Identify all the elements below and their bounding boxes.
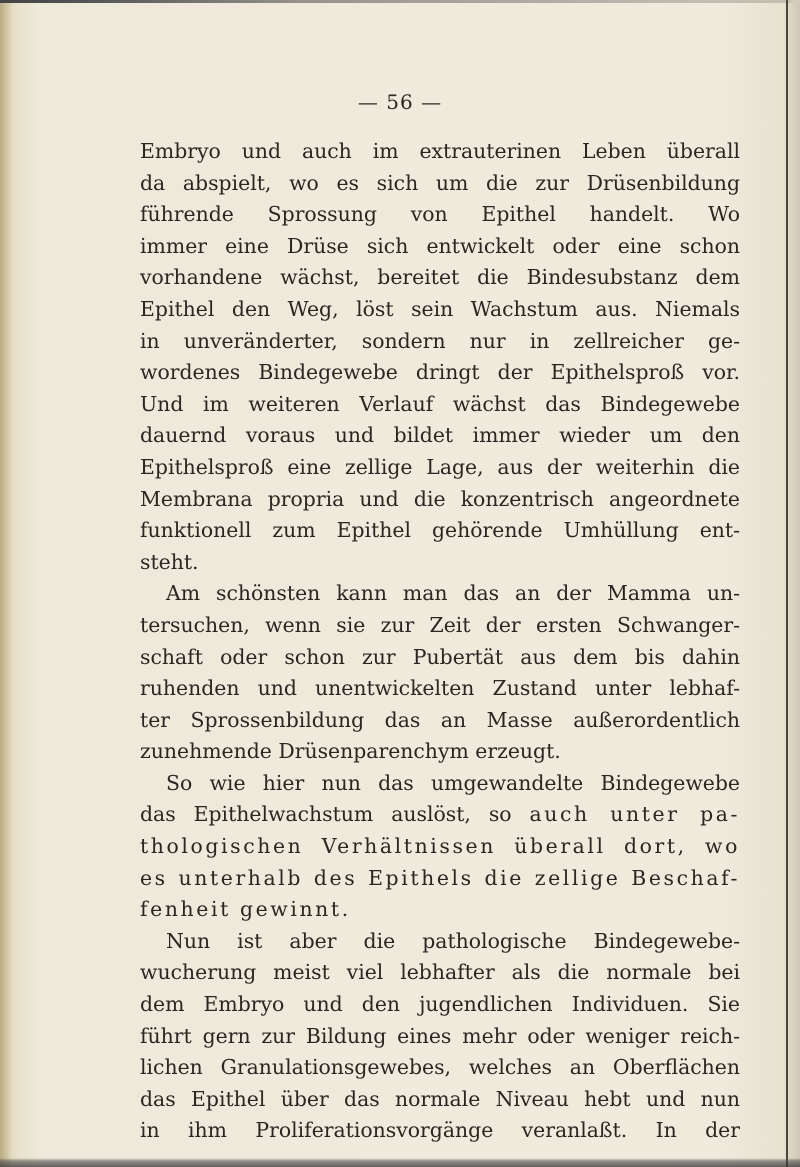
page-left-binding-edge [0, 0, 12, 1167]
page-bottom-edge [0, 1158, 800, 1167]
text-line: dauernd voraus und bildet immer wieder um den [140, 423, 740, 448]
page-right-border-line [786, 0, 788, 1167]
text-line: Embryo und auch im extrauterinen Leben überall [140, 139, 740, 163]
text-segment: das Epithelwachstum auslöst, so [140, 802, 530, 827]
text-line: da abspielt, wo es sich um die zur Drüsenbildung [140, 170, 740, 195]
text-line: lichen Granulationsgewebes, welches an Oberflächen [140, 1055, 740, 1080]
text-line: vorhandene wächst, bereitet die Bindesubstanz dem [140, 265, 740, 290]
text-line: wordenes Bindegewebe dringt der Epithelsproß vor. [140, 360, 740, 385]
spaced-emphasis-line: thologischen Verhältnissen überall dort, wo [140, 834, 740, 859]
page-number: — 56 — [357, 90, 443, 114]
text-line: immer eine Drüse sich entwickelt oder eine schon [140, 233, 740, 258]
text-line: in unveränderter, sondern nur in zellreicher ge- [140, 328, 740, 353]
text-line: Und im weiteren Verlauf wächst das Bindegewebe [140, 391, 740, 416]
text-line: ruhenden und unentwickelten Zustand unter lebhaf- [140, 676, 740, 701]
text-line: in ihm Proliferationsvorgänge veranlaßt. In der [140, 1118, 740, 1143]
text-line: Epithelsproß eine zellige Lage, aus der weiterhin die [140, 454, 740, 479]
text-line: das Epithel über das normale Niveau hebt und nun [140, 1086, 740, 1111]
spaced-emphasis-text: auch unter pa- [529, 802, 740, 827]
text-line: funktionell zum Epithel gehörende Umhüllung ent- [140, 518, 740, 543]
spaced-emphasis-line: es unterhalb des Epithels die zellige Beschaf- [140, 865, 740, 890]
paragraph-first-line: So wie hier nun das umgewandelte Bindegewebe [166, 770, 740, 795]
text-line: ter Sprossenbildung das an Masse außerordentlich [140, 707, 740, 732]
text-line-mixed [140, 799, 740, 831]
paragraph-first-line: Nun ist aber die pathologische Bindegewebe- [166, 928, 740, 953]
body-text [140, 136, 740, 1147]
text-line: tersuchen, wenn sie zur Zeit der ersten Schwanger- [140, 612, 740, 637]
text-line: zunehmende Drüsenparenchym erzeugt. [140, 739, 561, 764]
text-line: Epithel den Weg, löst sein Wachstum aus. Niemals [140, 296, 740, 321]
text-line: wucherung meist viel lebhafter als die normale bei [140, 960, 740, 985]
page-right-edge [786, 0, 800, 1167]
text-line: dem Embryo und den jugendlichen Individuen. Sie [140, 992, 740, 1017]
text-line: führende Sprossung von Epithel handelt. Wo [140, 202, 740, 227]
text-line: führt gern zur Bildung eines mehr oder weniger reich- [140, 1023, 740, 1048]
text-line: Membrana propria und die konzentrisch angeordnete [140, 486, 740, 511]
text-line: schaft oder schon zur Pubertät aus dem bis dahin [140, 644, 740, 669]
page-top-edge [0, 0, 800, 3]
paragraph-first-line: Am schönsten kann man das an der Mamma un- [166, 581, 740, 606]
text-line: steht. [140, 549, 199, 574]
spaced-emphasis-line: fenheit gewinnt. [140, 897, 351, 922]
